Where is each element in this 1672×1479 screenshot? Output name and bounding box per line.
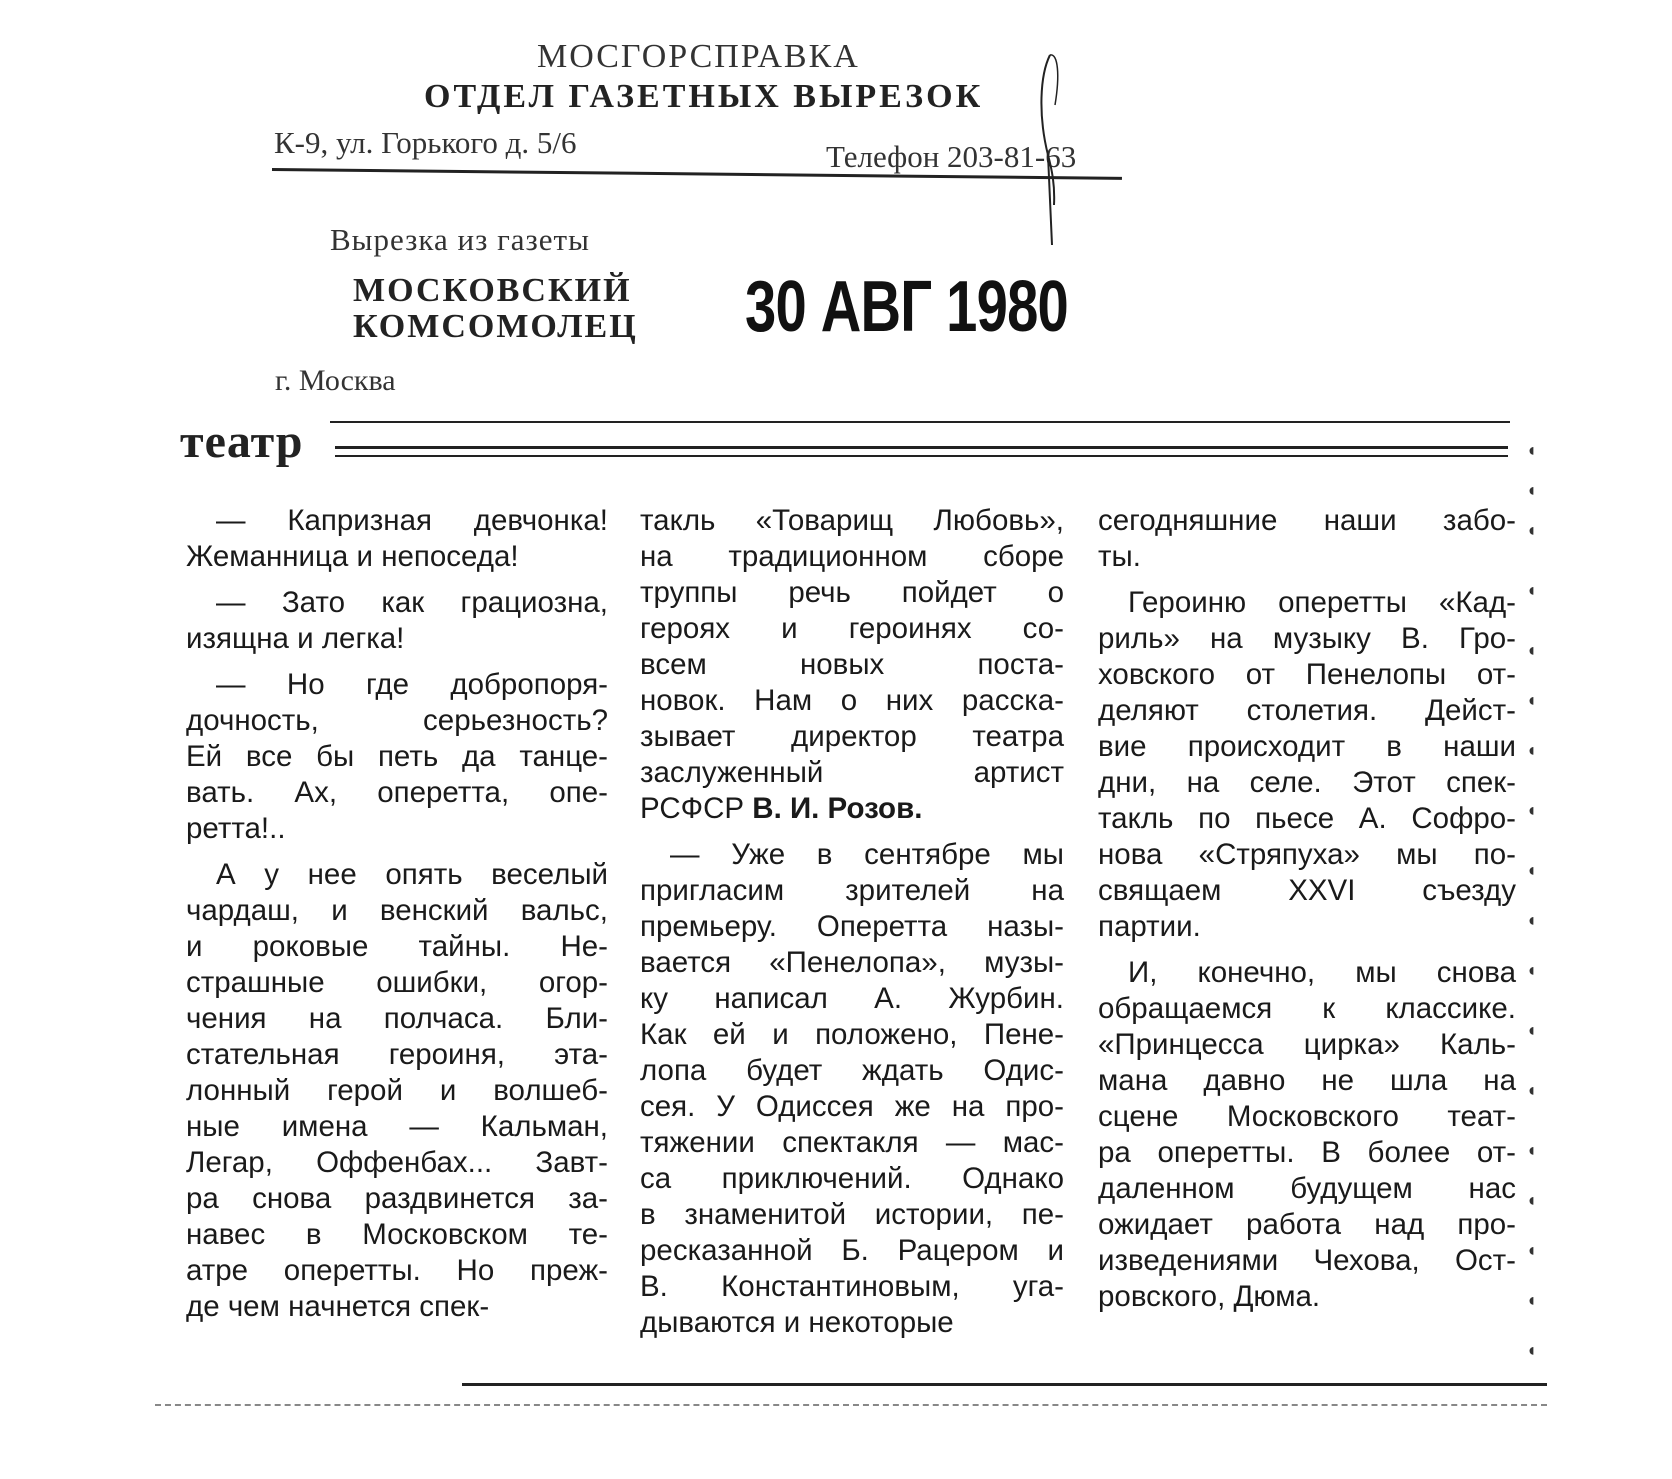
edge-mark: ◖ <box>1526 910 1537 930</box>
article-line: ку написал А. Журбин. <box>640 982 1064 1015</box>
article-line: деляют столетия. Дейст- <box>1098 694 1516 727</box>
article-line: ретта!.. <box>186 812 286 845</box>
city-label: г. Москва <box>275 364 396 397</box>
article-line: са приключений. Однако <box>640 1162 1064 1195</box>
agency-phone: Телефон 203-81-63 <box>826 139 1077 174</box>
article-line: изящна и легка! <box>186 622 405 655</box>
newspaper-name <box>353 273 638 345</box>
article-column-2 <box>640 503 1064 1341</box>
edge-mark: ◖ <box>1526 1020 1537 1040</box>
article-line: сцене Московского теат- <box>1098 1100 1516 1133</box>
section-rule-thick <box>335 446 1508 449</box>
article-line: вие происходит в наши <box>1098 730 1516 763</box>
article-line: Как ей и положено, Пене- <box>640 1018 1064 1051</box>
section-title: театр <box>180 415 304 468</box>
article-line: сегодняшние наши забо- <box>1098 504 1516 537</box>
article-paragraph <box>1098 503 1516 575</box>
clipping-label: Вырезка из газеты <box>330 222 590 257</box>
clipping-cut-line <box>155 1404 1547 1406</box>
edge-mark: ◖ <box>1526 690 1537 710</box>
article-paragraph <box>186 585 608 657</box>
agency-name: МОСГОРСПРАВКА <box>537 38 860 75</box>
edge-mark: ◖ <box>1526 440 1537 460</box>
paragraph-gap <box>186 847 608 857</box>
article-line: изведениями Чехова, Ост- <box>1098 1244 1516 1277</box>
agency-address: К-9, ул. Горького д. 5/6 <box>274 125 577 160</box>
edge-mark: ◖ <box>1526 740 1537 760</box>
article-line: тяжении спектакля — мас- <box>640 1126 1064 1159</box>
article-line: обращаемся к классике. <box>1098 992 1516 1025</box>
edge-mark: ◖ <box>1526 580 1537 600</box>
edge-mark: ◖ <box>1526 1240 1537 1260</box>
article-line: де чем начнется спек- <box>186 1290 490 1323</box>
article-line: «Принцесса цирка» Каль- <box>1098 1028 1516 1061</box>
paragraph-gap <box>186 657 608 667</box>
section-rule-thin <box>335 455 1508 457</box>
pen-stroke-mark <box>1030 45 1080 265</box>
article-line: ожидает работа над про- <box>1098 1208 1516 1241</box>
article-line: даленном будущем нас <box>1098 1172 1516 1205</box>
article-line: ресказанной Б. Рацером и <box>640 1234 1064 1267</box>
article-line: такль «Товарищ Любовь», <box>640 504 1064 537</box>
edge-mark: ◖ <box>1526 640 1537 660</box>
director-name: В. И. Розов. <box>744 792 923 825</box>
article-paragraph <box>640 503 1064 827</box>
article-line: ные имена — Кальман, <box>186 1110 608 1143</box>
article-line: ты. <box>1098 540 1141 573</box>
article-column-3 <box>1098 503 1516 1315</box>
article-line: дни, на селе. Этот спек- <box>1098 766 1516 799</box>
edge-mark: ◖ <box>1526 480 1537 500</box>
article-line: ра снова раздвинется за- <box>186 1182 608 1215</box>
article-line: пригласим зрителей на <box>640 874 1064 907</box>
article-line: страшные ошибки, огор- <box>186 966 608 999</box>
article-paragraph <box>186 667 608 847</box>
article-bottom-rule <box>462 1383 1547 1386</box>
article-line: вать. Ах, оперетта, опе- <box>186 776 608 809</box>
article-line: дочность, серьезность? <box>186 704 608 737</box>
article-line: риль» на музыку В. Гро- <box>1098 622 1516 655</box>
section-rule-top <box>330 421 1510 423</box>
article-line: Ей все бы петь да танце- <box>186 740 608 773</box>
edge-mark: ◖ <box>1526 520 1537 540</box>
article-line: в знаменитой истории, пе- <box>640 1198 1064 1231</box>
article-line: такль по пьесе А. Софро- <box>1098 802 1516 835</box>
paragraph-gap <box>640 827 1064 837</box>
article-paragraph <box>640 837 1064 1341</box>
article-line: В. Константиновым, уга- <box>640 1270 1064 1303</box>
department-name: ОТДЕЛ ГАЗЕТНЫХ ВЫРЕЗОК <box>424 78 984 115</box>
article-line: — Но где добропоря- <box>216 668 608 701</box>
article-line: новок. Нам о них расска- <box>640 684 1064 717</box>
article-line: всем новых поста- <box>640 648 1064 681</box>
article-line: РСФСР В. И. Розов. <box>640 792 923 825</box>
date-stamp: 30 АВГ 1980 <box>745 267 1068 347</box>
article-line: навес в Московском те- <box>186 1218 608 1251</box>
article-paragraph <box>1098 585 1516 945</box>
article-line: сея. У Одиссея же на про- <box>640 1090 1064 1123</box>
article-line: Героиню оперетты «Кад- <box>1128 586 1516 619</box>
paragraph-gap <box>1098 945 1516 955</box>
article-line: зывает директор театра <box>640 720 1064 753</box>
article-line: героях и героинях со- <box>640 612 1064 645</box>
article-line: ра оперетты. В более от- <box>1098 1136 1516 1169</box>
newspaper-name-line1: МОСКОВСКИЙ <box>353 272 632 309</box>
edge-mark: ◖ <box>1526 960 1537 980</box>
article-line: нова «Стряпуха» мы по- <box>1098 838 1516 871</box>
article-line: лонный герой и волшеб- <box>186 1074 608 1107</box>
article-line: И, конечно, мы снова <box>1128 956 1516 989</box>
article-line: лопа будет ждать Одис- <box>640 1054 1064 1087</box>
article-line: премьеру. Оперетта назы- <box>640 910 1064 943</box>
article-column-1 <box>186 503 608 1325</box>
article-line: Легар, Оффенбах... Завт- <box>186 1146 608 1179</box>
article-line: стательная героиня, эта- <box>186 1038 608 1071</box>
article-line: вается «Пенелопа», музы- <box>640 946 1064 979</box>
article-line: Жеманница и непоседа! <box>186 540 519 573</box>
article-line: мана давно не шла на <box>1098 1064 1516 1097</box>
article-line: ровского, Дюма. <box>1098 1280 1321 1313</box>
edge-mark: ◖ <box>1526 800 1537 820</box>
paragraph-gap <box>1098 575 1516 585</box>
article-line: и роковые тайны. Не- <box>186 930 608 963</box>
article-line: А у нее опять веселый <box>216 858 608 891</box>
edge-mark: ◖ <box>1526 1290 1537 1310</box>
edge-mark: ◖ <box>1526 860 1537 880</box>
article-paragraph <box>1098 955 1516 1315</box>
paragraph-gap <box>186 575 608 585</box>
article-line: на традиционном сборе <box>640 540 1064 573</box>
article-line: дываются и некоторые <box>640 1306 954 1339</box>
article-line: чения на полчаса. Бли- <box>186 1002 608 1035</box>
newspaper-name-line2: КОМСОМОЛЕЦ <box>353 308 638 345</box>
article-line: партии. <box>1098 910 1201 943</box>
article-line: заслуженный артист <box>640 756 1064 789</box>
article-paragraph <box>186 503 608 575</box>
edge-mark: ◖ <box>1526 1080 1537 1100</box>
edge-mark: ◖ <box>1526 1340 1537 1360</box>
article-line: свящаем XXVI съезду <box>1098 874 1516 907</box>
article-line: — Зато как грациозна, <box>216 586 608 619</box>
article-paragraph <box>186 857 608 1325</box>
edge-mark: ◖ <box>1526 1140 1537 1160</box>
article-line: чардаш, и венский вальс, <box>186 894 608 927</box>
article-line: ховского от Пенелопы от- <box>1098 658 1516 691</box>
article-line: — Капризная девчонка! <box>216 504 608 537</box>
article-line: атре оперетты. Но преж- <box>186 1254 608 1287</box>
article-line: труппы речь пойдет о <box>640 576 1064 609</box>
edge-mark: ◖ <box>1526 1190 1537 1210</box>
article-line: — Уже в сентябре мы <box>670 838 1064 871</box>
